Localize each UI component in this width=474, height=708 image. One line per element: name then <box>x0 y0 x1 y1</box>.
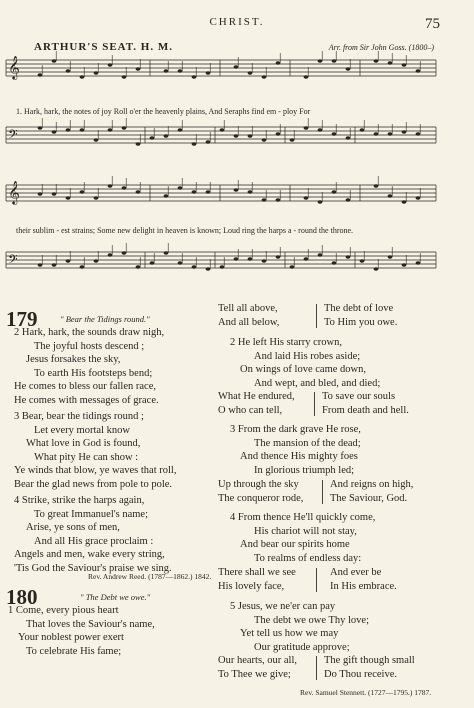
verse-line: To great Immanuel's name; <box>34 508 148 520</box>
notehead <box>94 196 99 199</box>
notehead <box>262 259 267 262</box>
notehead <box>332 261 337 264</box>
notehead <box>234 134 239 137</box>
hymn-179-stanza-4 <box>14 494 172 576</box>
notehead <box>248 190 253 193</box>
notehead <box>374 59 379 62</box>
verse-line: Angels and men, wake every string, <box>14 549 165 561</box>
notehead <box>178 186 183 189</box>
notehead <box>416 69 421 72</box>
notehead <box>346 198 351 201</box>
notehead <box>318 128 323 131</box>
verse-line: And thence His mighty foes <box>240 451 358 463</box>
running-title: CHRIST. <box>209 16 265 28</box>
notehead <box>248 134 253 137</box>
notehead <box>304 75 309 78</box>
notehead <box>388 255 393 258</box>
notehead <box>360 259 365 262</box>
notehead <box>416 261 421 264</box>
notehead <box>332 59 337 62</box>
notehead <box>164 251 169 254</box>
notehead <box>276 61 281 64</box>
notehead <box>108 184 113 187</box>
refrain-line: The conqueror rode, <box>218 492 304 504</box>
refrain-line: O who can tell, <box>218 404 283 416</box>
verse-line: And all His grace proclaim : <box>34 535 154 547</box>
notehead <box>38 192 43 195</box>
verse-line: And laid His robes aside; <box>254 350 361 362</box>
verse-line: Your noblest power exert <box>18 632 124 644</box>
notehead <box>220 128 225 131</box>
notehead <box>276 132 281 135</box>
hymn-180-stanza-1 <box>8 604 155 658</box>
notehead <box>262 75 267 78</box>
notehead <box>206 140 211 143</box>
notehead <box>178 69 183 72</box>
notehead <box>318 59 323 62</box>
refrain-line: In His embrace. <box>330 580 397 592</box>
notehead <box>122 126 127 129</box>
notehead <box>94 259 99 262</box>
notehead <box>80 265 85 268</box>
bass-clef-icon: 𝄢 <box>8 127 18 145</box>
notehead <box>122 186 127 189</box>
verse-line: 4 Strike, strike the harps again, <box>14 495 145 506</box>
notehead <box>388 132 393 135</box>
refrain-line: The debt of love <box>324 303 394 314</box>
hymn-179-stanza-2 <box>14 326 164 408</box>
notehead <box>318 253 323 256</box>
notehead <box>402 200 407 203</box>
notehead <box>108 253 113 256</box>
notehead <box>262 198 267 201</box>
notehead <box>192 190 197 193</box>
notehead <box>374 267 379 270</box>
hymn-180-stanza-5 <box>230 600 369 654</box>
hymn-180-credit: Rev. Samuel Stennett. (1727—1795.) 1787. <box>300 688 432 697</box>
notehead <box>80 128 85 131</box>
notehead <box>136 190 141 193</box>
refrain-line: Tell all above, <box>218 303 278 314</box>
hymn-179-stanza-3 <box>14 410 176 492</box>
verse-line: To realms of endless day: <box>254 552 362 564</box>
hymn-180-stanza-3 <box>230 423 361 477</box>
verse-line: His chariot will not stay, <box>254 525 357 537</box>
notehead <box>304 126 309 129</box>
notehead <box>164 194 169 197</box>
verse-line: The joyful hosts descend ; <box>34 340 145 352</box>
notehead <box>388 194 393 197</box>
hymn-179-credit: Rev. Andrew Reed. (1787—1862.) 1842. <box>88 572 212 581</box>
notehead <box>402 63 407 66</box>
notehead <box>94 138 99 141</box>
notehead <box>304 196 309 199</box>
notehead <box>192 265 197 268</box>
notehead <box>206 267 211 270</box>
notehead <box>318 200 323 203</box>
refrain-divider <box>314 392 315 416</box>
verse-line: 2 He left His starry crown, <box>230 337 342 348</box>
page-number: 75 <box>425 16 440 32</box>
notehead <box>416 196 421 199</box>
music-lyric-line-2: their sublim - est strains; Some new delight in heaven is known; Loud ring the harps a - round the throne. <box>16 226 354 235</box>
notehead <box>234 257 239 260</box>
verse-line: The debt we owe Thy love; <box>254 614 369 626</box>
verse-line: He comes with messages of grace. <box>14 394 159 406</box>
refrain-divider <box>322 480 323 504</box>
verse-line: That loves the Saviour's name, <box>26 618 155 630</box>
verse-line: 2 Hark, hark, the sounds draw nigh, <box>14 327 165 338</box>
verse-line: And bear our spirits home <box>240 539 350 551</box>
verse-line: Arise, ye sons of men, <box>26 522 120 534</box>
verse-line: Bear the glad news from pole to pole. <box>14 478 173 490</box>
refrain-line: The Saviour, God. <box>330 492 408 504</box>
notehead <box>108 128 113 131</box>
refrain-line: To Thee we give; <box>218 668 291 680</box>
refrain-line: Up through the sky <box>218 479 299 490</box>
notehead <box>220 265 225 268</box>
notehead <box>38 73 43 76</box>
hymn-180-tag: " The Debt we owe." <box>80 592 151 602</box>
verse-line: What love in God is found, <box>26 438 141 450</box>
notehead <box>52 263 57 266</box>
refrain-line: And reigns on high, <box>330 479 414 490</box>
notehead <box>346 136 351 139</box>
verse-line: What pity He can show : <box>34 451 139 463</box>
verse-line: Let every mortal know <box>34 424 130 436</box>
verse-line: 4 From thence He'll quickly come, <box>230 512 376 523</box>
verse-line: 5 Jesus, we ne'er can pay <box>230 601 336 612</box>
refrain-divider <box>316 304 317 328</box>
notehead <box>304 257 309 260</box>
hymn-180-stanza-4 <box>230 511 375 565</box>
notehead <box>150 261 155 264</box>
hymn-180-stanza-2 <box>230 336 380 390</box>
notehead <box>262 138 267 141</box>
verse-line: To earth His footsteps bend; <box>34 367 153 379</box>
notehead <box>136 142 141 145</box>
verse-line: In glorious triumph led; <box>254 464 355 476</box>
refrain-line: Our hearts, our all, <box>218 655 298 666</box>
refrain-line: Do Thou receive. <box>324 668 397 680</box>
verse-line: On wings of love came down, <box>240 364 366 376</box>
hymn-180-number: 180 <box>6 585 38 609</box>
hymn-179-tag: " Bear the Tidings round." <box>60 314 150 324</box>
notehead <box>346 255 351 258</box>
notehead <box>192 75 197 78</box>
notehead <box>374 184 379 187</box>
verse-line: The mansion of the dead; <box>254 437 361 449</box>
refrain-divider <box>316 568 317 592</box>
hymn-179-number: 179 <box>6 307 38 331</box>
notehead <box>206 190 211 193</box>
notehead <box>206 71 211 74</box>
refrain-line: From death and hell. <box>322 404 409 416</box>
refrain-line: To save our souls <box>322 391 396 402</box>
verse-line: 1 Come, every pious heart <box>8 605 119 616</box>
notehead <box>52 59 57 62</box>
refrain-line: What He endured, <box>218 391 295 402</box>
refrain-line: And ever be <box>330 567 382 578</box>
verse-line: He comes to bless our fallen race, <box>14 381 156 393</box>
treble-clef-icon: 𝄞 <box>8 180 20 204</box>
verse-line: Yet tell us how we may <box>240 628 339 640</box>
notehead <box>80 75 85 78</box>
notehead <box>388 61 393 64</box>
verse-line: 3 From the dark grave He rose, <box>230 424 361 435</box>
notehead <box>38 263 43 266</box>
notehead <box>150 136 155 139</box>
notehead <box>38 126 43 129</box>
notehead <box>346 67 351 70</box>
notehead <box>164 134 169 137</box>
notehead <box>360 128 365 131</box>
notehead <box>164 69 169 72</box>
verse-line: 3 Bear, bear the tidings round ; <box>14 411 144 422</box>
tune-arrangement: Arr. from Sir John Goss. (1800–) <box>328 43 434 52</box>
notehead <box>122 75 127 78</box>
notehead <box>66 128 71 131</box>
notehead <box>136 67 141 70</box>
notehead <box>416 132 421 135</box>
verse-line: Our gratitude approve; <box>254 641 350 653</box>
notehead <box>402 263 407 266</box>
tune-name: ARTHUR'S SEAT. H. M. <box>34 41 173 53</box>
bass-clef-icon: 𝄢 <box>8 252 18 270</box>
notehead <box>374 132 379 135</box>
verse-line: To celebrate His fame; <box>26 645 122 657</box>
notehead <box>290 138 295 141</box>
refrain-divider <box>316 656 317 680</box>
verse-line: 'Tis God the Saviour's praise we sing. <box>14 562 172 574</box>
notehead <box>52 130 57 133</box>
notehead <box>290 265 295 268</box>
notehead <box>332 190 337 193</box>
music-lyric-line-1: 1. Hark, hark, the notes of joy Roll o'er the heavenly plains, And Seraphs find em - ploy For <box>16 107 311 116</box>
verse-line: Jesus forsakes the sky, <box>26 354 121 366</box>
refrain-line: To Him you owe. <box>324 316 398 328</box>
notehead <box>66 69 71 72</box>
refrain-line: The gift though small <box>324 655 415 666</box>
notehead <box>108 63 113 66</box>
notehead <box>234 188 239 191</box>
notehead <box>80 190 85 193</box>
notehead <box>52 192 57 195</box>
notehead <box>332 132 337 135</box>
verse-line: And wept, and bled, and died; <box>254 377 381 389</box>
notehead <box>94 71 99 74</box>
refrain-line: There shall we see <box>218 567 296 578</box>
verse-line: Ye winds that blow, ye waves that roll, <box>14 465 177 477</box>
notehead <box>192 142 197 145</box>
notehead <box>66 196 71 199</box>
notehead <box>178 128 183 131</box>
notehead <box>248 257 253 260</box>
notehead <box>234 65 239 68</box>
notehead <box>66 259 71 262</box>
refrain-line: And all below, <box>218 316 280 328</box>
notehead <box>136 265 141 268</box>
refrain-line: His lovely face, <box>218 580 285 592</box>
notehead <box>276 255 281 258</box>
notehead <box>178 261 183 264</box>
notehead <box>402 130 407 133</box>
notehead <box>248 71 253 74</box>
notehead <box>276 198 281 201</box>
treble-clef-icon: 𝄞 <box>8 55 20 79</box>
notehead <box>122 251 127 254</box>
